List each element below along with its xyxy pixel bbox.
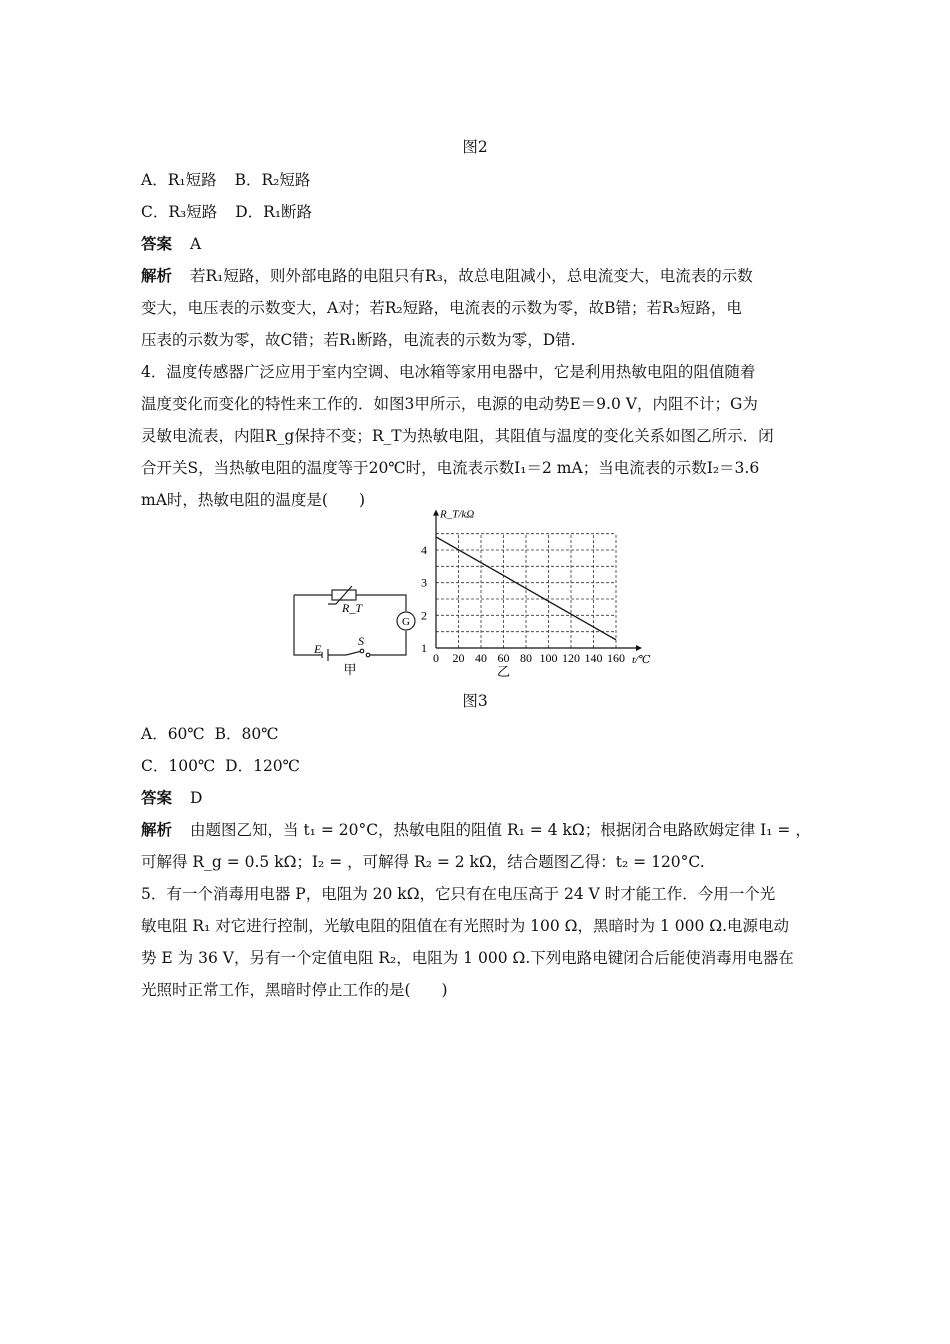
analysis-text: 若R₁短路，则外部电路的电阻只有R₃，故总电阻减小，总电流变大，电流表的示数: [190, 267, 753, 285]
q4-stem-line-4: 合开关S，当热敏电阻的温度等于20℃时，电流表示数I₁＝2 mA；当电流表的示数I₂＝3.6: [141, 459, 760, 477]
q4-stem-line-1: 4．温度传感器广泛应用于室内空调、电冰箱等家用电器中，它是利用热敏电阻的阻值随着: [141, 363, 756, 381]
x-axis-label: t/℃: [632, 654, 651, 666]
q5-stem-line-3: 势 E 为 36 V，另有一个定值电阻 R₂，电阻为 1 000 Ω.下列电路电键闭合后能使消毒用电器在: [141, 949, 794, 967]
chart-sub-label: 乙: [496, 664, 511, 679]
q3-answer: [141, 234, 201, 254]
q3-option-a[interactable]: A．R₁短路: [141, 171, 217, 189]
battery-symbol: [322, 649, 328, 661]
q4-option-a[interactable]: A．60℃: [141, 725, 205, 743]
y-tick-label: 4: [421, 543, 427, 557]
x-tick-label: 140: [584, 651, 603, 665]
x-tick-label: 40: [475, 651, 487, 665]
x-tick-label: 0: [433, 651, 439, 665]
y-axis-arrow: [433, 510, 439, 516]
answer-label: 答案: [141, 234, 173, 253]
q3-options-row-2: [141, 202, 312, 222]
circuit-galvanometer-label: G: [402, 616, 410, 628]
x-tick-label: 80: [520, 651, 532, 665]
y-axis-label: R_T/kΩ: [440, 508, 475, 521]
q3-option-b[interactable]: B．R₂短路: [234, 171, 311, 189]
circuit-sub-label: 甲: [343, 662, 357, 677]
q4-analysis-line-2: 可解得 R_g = 0.5 kΩ；I₂ = ，可解得 R₂ = 2 kΩ，结合题图乙得：t₂ = 120°C.: [141, 853, 705, 871]
y-tick-label: 3: [421, 575, 427, 590]
figure-3: [288, 503, 668, 683]
circuit-switch-label: S: [358, 634, 364, 648]
x-tick-label: 20: [452, 651, 465, 665]
q4-options-row-2: [141, 756, 300, 776]
q5-stem-line-2: 敏电阻 R₁ 对它进行控制，光敏电阻的阻值在有光照时为 100 Ω，黑暗时为 1 000 Ω.电源电动: [141, 917, 790, 935]
analysis-text: 由题图乙知，当 t₁ = 20°C，热敏电阻的阻值 R₁ = 4 kΩ；根据闭合电路欧姆定律 I₁ = ，: [190, 821, 811, 839]
y-tick-label: 2: [421, 608, 427, 623]
figure-2-caption: 图2: [462, 138, 488, 156]
q4-stem-line-3: 灵敏电流表，内阻R_g保持不变；R_T为热敏电阻，其阻值与温度的变化关系如图乙所示．闭: [141, 427, 774, 445]
q4-option-c[interactable]: C．100℃: [141, 757, 216, 775]
q4-stem-line-2: 温度变化而变化的特性来工作的．如图3甲所示，电源的电动势E＝9.0 V，内阻不计；G为: [141, 395, 758, 413]
q3-analysis-line-3: 压表的示数为零，故C错；若R₁断路，电流表的示数为零，D错.: [141, 331, 576, 349]
q3-analysis-line-1: [141, 266, 753, 286]
figure-3-caption: 图3: [462, 692, 488, 710]
analysis-label: 解析: [141, 820, 173, 839]
q3-options-row-1: [141, 170, 310, 190]
resistance-temperature-chart: [421, 509, 651, 679]
x-axis-arrow: [636, 645, 642, 651]
y-tick-label: 1: [421, 641, 427, 655]
q3-option-c[interactable]: C．R₃短路: [141, 203, 218, 221]
figure-3-svg: [288, 503, 668, 683]
circuit-emf-label: E: [314, 642, 322, 656]
answer-value: A: [190, 235, 202, 253]
switch-contact: [366, 653, 370, 657]
circuit-resistor-label: R_T: [342, 601, 363, 615]
switch-pivot: [360, 649, 364, 653]
q4-stem-line-5: mA时，热敏电阻的温度是( ): [141, 491, 365, 509]
q4-option-b[interactable]: B．80℃: [214, 725, 279, 743]
answer-label: 答案: [141, 788, 173, 807]
q5-stem-line-1: 5．有一个消毒用电器 P，电阻为 20 kΩ，它只有在电压高于 24 V 时才能工作．今用一个光: [141, 885, 776, 903]
x-tick-label: 60: [497, 651, 510, 665]
q5-stem-line-4: 光照时正常工作，黑暗时停止工作的是( ): [141, 981, 448, 999]
x-tick-label: 120: [562, 651, 580, 665]
circuit-diagram: [294, 586, 415, 661]
q4-answer: [141, 788, 202, 808]
analysis-label: 解析: [141, 266, 173, 285]
q3-option-d[interactable]: D．R₁断路: [235, 203, 313, 221]
q3-analysis-line-2: 变大，电压表的示数变大，A对；若R₂短路，电流表的示数为零，故B错；若R₃短路，电: [141, 299, 742, 317]
x-tick-label: 160: [607, 651, 625, 665]
q4-analysis-line-1: [141, 820, 811, 840]
x-tick-label: 100: [539, 651, 558, 665]
q4-option-d[interactable]: D．120℃: [225, 757, 301, 775]
answer-value: D: [190, 789, 203, 807]
q4-options-row-1: [141, 724, 279, 744]
